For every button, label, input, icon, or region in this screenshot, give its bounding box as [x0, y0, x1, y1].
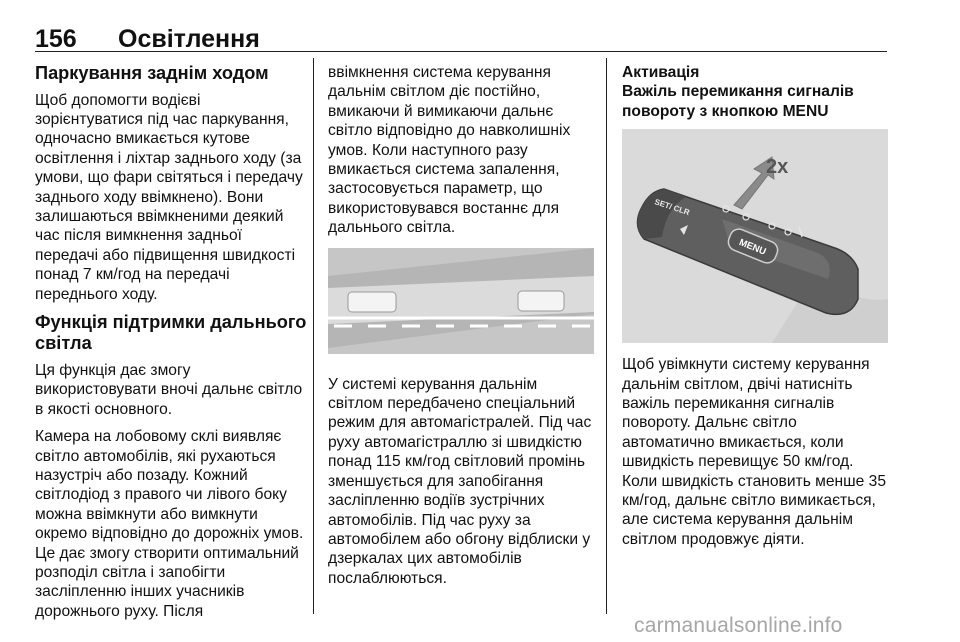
page-header [35, 22, 887, 52]
section-title: Освітлення [118, 25, 260, 53]
column-2 [328, 63, 596, 596]
lever-graphic [622, 129, 888, 343]
highway-illustration [328, 248, 594, 354]
paragraph: ввімкнення система керування дальнім світлом діє постійно, вмикаючи й вимикаючи дальнє світло відповідно до навколишніх умов. Коли наступного разу вмикається система запалення, застосовується параметр, що використовувався востаннє для дальнього світла. [328, 64, 571, 237]
press-count-label: 2x [766, 156, 789, 179]
heading-high-beam-assist: Функція підтримки дальнього світла [35, 311, 307, 354]
heading-turn-signal-lever: Важіль перемикання сигналів повороту з кнопкою MENU [622, 83, 854, 120]
paragraph: Щоб допомогти водієві зорієнтуватися під час паркування, одночасно вмикається кутове освітлення і ліхтар заднього ходу (за умови, що фари світяться і передачу заднього ходу ввімкнено). Вони залишаються ввімкненими деякий час після вимкнення задньої передачі або підвищення швидкості понад 7 км/год на передачі переднього ходу. [35, 91, 303, 303]
paragraph: У системі керування дальнім світлом передбачено спеціальний режим для автомагістралей. Під час руху автомагістраллю зі швидкістю понад 115 км/год світловий промінь зменшується для запобігання засліпленню водіїв зустрічних автомобілів. Під час руху за автомобілем або обгону відблиски у дзеркалах цих автомобілів послаблюються. [328, 375, 592, 587]
paragraph: Ця функція дає змогу використовувати вночі дальнє світло в якості основного. [35, 361, 303, 418]
menu-button-label: MENU [737, 237, 768, 258]
column-divider [313, 58, 314, 614]
turn-signal-lever-illustration [622, 129, 888, 343]
column-1 [35, 63, 307, 629]
highway-road-graphic [328, 248, 594, 354]
paragraph: Камера на лобовому склі виявляє світло автомобілів, які рухаються назустріч або позаду. Кожний світлодіод з правого чи лівого боку можна ввімкнути або вимкнути окремо відповідно до дорожніх умов. Це дає змогу створити оптимальний розподіл світла і запобігти засліпленню інших учасників дорожнього руху. Після [35, 428, 304, 620]
heading-reverse-parking: Паркування заднім ходом [35, 63, 269, 83]
column-divider [606, 58, 607, 614]
heading-activation: Активація [622, 64, 700, 81]
column-3 [622, 63, 888, 557]
watermark: carmanualsonline.info [634, 614, 843, 637]
page-number: 156 [35, 25, 77, 53]
paragraph: Щоб увімкнути систему керування дальнім світлом, двічі натисніть важіль перемикання сигналів повороту. Дальнє світло автоматично вмикається, коли швидкість перевищує 50 км/год. Коли швидкість становить менше 35 км/год, дальнє світло вимикається, але система керування дальнім світлом продовжує діяти. [622, 356, 887, 548]
set-clr-label: SET/ CLR [653, 197, 691, 218]
